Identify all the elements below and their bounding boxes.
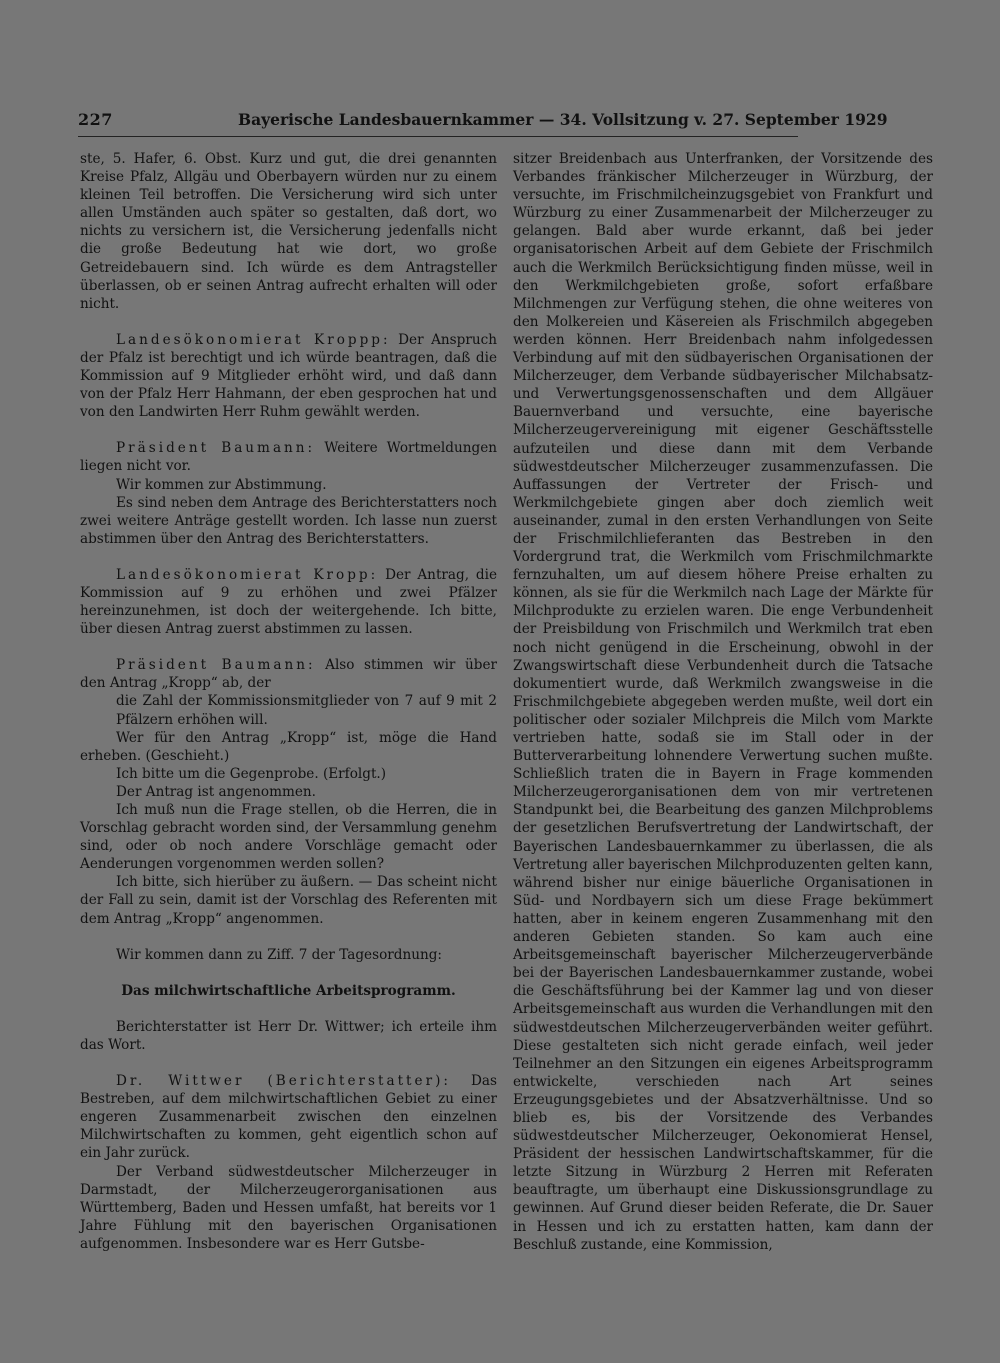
speech-paragraph (80, 1072, 497, 1162)
left-column (80, 150, 497, 1253)
running-title: Bayerische Landesbauernkammer — 34. Vollsitzung v. 27. September 1929 (238, 110, 888, 129)
speech-paragraph (80, 566, 497, 638)
speech-text: Das Bestreben, auf dem milchwirtschaftlichen Gebiet zu einer engeren Zusammenarbeit zwischen den einzelnen Milchwirtschaften zu kommen, geht eigentlich schon auf ein Jahr zurück. (80, 1073, 497, 1162)
paragraph: Ich bitte, sich hierüber zu äußern. — Das scheint nicht der Fall zu sein, damit ist der Vorschlag des Referenten mit dem Antrag „Kropp“ angenommen. (80, 874, 497, 927)
paragraph: Berichterstatter ist Herr Dr. Wittwer; ich erteile ihm das Wort. (80, 1018, 497, 1053)
speech-text: Der Anspruch der Pfalz ist berechtigt und ich würde beantragen, daß die Kommission auf 9 Mitglieder erhöht wird, und daß dann von der Pfalz Herr Hahmann, der eben gesprochen hat und von den Landwirten Herr Ruhm gewählt werden. (80, 331, 497, 421)
speech-text: Der Antrag, die Kommission auf 9 zu erhöhen und zwei Pfälzer hereinzunehmen, ist doch der weitergehende. Ich bitte, über diesen Antrag zuerst abstimmen zu lassen. (80, 566, 497, 638)
paragraph: Der Antrag ist angenommen. (116, 783, 316, 800)
paragraph: ste, 5. Hafer, 6. Obst. Kurz und gut, die drei genannten Kreise Pfalz, Allgäu und Oberbayern würden nur zu einem kleinen Teil betroffen. Die Versicherung wird sich unter allen Umständen auch später so gestalten, daß dort, wo nichts zu versichern ist, die Versicherung jedenfalls nicht die große Bedeutung hat wie dort, wo große Getreidebauern sind. Ich würde es dem Antragsteller überlassen, ob er seinen Antrag aufrecht erhalten will oder nicht. (80, 151, 497, 312)
paragraph: Es sind neben dem Antrage des Berichterstatters noch zwei weitere Anträge gestellt worden. Ich lasse nun zuerst abstimmen über den Antrag des Berichterstatters. (80, 494, 497, 547)
motion-text: die Zahl der Kommissionsmitglieder von 7 auf 9 mit 2 Pfälzern erhöhen will. (116, 693, 497, 728)
speaker-name: Dr. Wittwer (Berichterstatter): (116, 1073, 451, 1090)
speaker-name: Landesökonomierat Kroppp: (116, 331, 391, 348)
speaker-name: Präsident Baumann: (116, 440, 316, 457)
paragraph: Ich muß nun die Frage stellen, ob die Herren, die in Vorschlag gebracht worden sind, der Versammlung genehm sind, oder ob noch andere Vorschläge gemacht oder Aenderungen vorgenommen werden sollen? (80, 802, 497, 873)
paragraph: Wir kommen dann zu Ziff. 7 der Tagesordnung: (116, 946, 443, 963)
speaker-name: Präsident Baumann: (116, 657, 316, 674)
paragraph: Der Verband südwestdeutscher Milcherzeuger in Darmstadt, der Milcherzeugerorganisationen aus Württemberg, Baden und Hessen umfaßt, hat bereits vor 1 Jahre Fühlung mit den bayerischen Organisationen aufgenommen. Insbesondere war es Herr Gutsbe- (80, 1163, 497, 1252)
paragraph: Wer für den Antrag „Kropp“ ist, möge die Hand erheben. (Geschieht.) (80, 729, 497, 764)
paragraph: Ich bitte um die Gegenprobe. (Erfolgt.) (116, 765, 387, 782)
right-column (513, 150, 933, 1254)
speech-paragraph (80, 439, 497, 475)
section-heading: Das milchwirtschaftliche Arbeitsprogramm. (121, 982, 456, 999)
page-number: 227 (78, 110, 113, 129)
paragraph: Wir kommen zur Abstimmung. (116, 476, 327, 493)
speech-text: Also stimmen wir über den Antrag „Kropp“ ab, der (80, 657, 498, 692)
page-header (78, 110, 888, 137)
paragraph: sitzer Breidenbach aus Unterfranken, der Vorsitzende des Verbandes fränkischer Milcherzeuger in Würzburg, der versuchte, im Frischmilcheinzugsgebiet von Frankfurt und Würzburg zu einer Zusammenarbeit der Milcherzeuger zu gelangen. Bald aber wurde erkannt, daß bei jeder organisatorischen Arbeit auf dem Gebiete der Frischmilch auch die Werkmilch Berücksichtigung finden müsse, weil in den Werkmilchgebieten große, sofort erfaßbare Milchmengen zur Verfügung stehen, die ohne weiteres von den Molkereien und Käsereien als Frischmilch abgegeben werden können. Herr Breidenbach nahm infolgedessen Verbindung auf mit den südbayerischen Organisationen der Milcherzeuger, dem Verbande südbayerischer Milchabsatz- und Verwertungsgenossenschaften und dem Allgäuer Bauernverband und versuchte, eine bayerische Milcherzeugervereinigung mit eigener Geschäftsstelle aufzuteilen und diese dann mit dem Verbande südwestdeutscher Milcherzeuger zusammenzufassen. Die Auffassungen der Vertreter der Frisch- und Werkmilchgebiete gingen aber doch ziemlich weit auseinander, zumal in den ersten Verhandlungen von Seite der Frischmilchlieferanten das Bestreben in den Vordergrund trat, die Werkmilch vom Frischmilchmarkte fernzuhalten, um auf diesem höhere Preise erhalten zu können, als sie für die Werkmilch nach Lage der Märkte für Milchprodukte zu erzielen waren. Die enge Verbundenheit der Preisbildung von Frischmilch und Werkmilch trat eben noch nicht genügend in die Erscheinung, obwohl in der Zwangswirtschaft diese Verbundenheit durch die Tatsache dokumentiert wurde, daß Werkmilch zwangsweise in die Frischmilchgebiete abgegeben werden mußte, weil dort ein politischer oder sozialer Milchpreis die Milch vom Markte vertrieben hatte, sodaß sie im Stall oder in der Butterverarbeitung lohnendere Verwertung suchen mußte. Schließlich traten die in Bayern in Frage kommenden Milcherzeugerorganisationen dem von mir vertretenen Standpunkt bei, die Bearbeitung des ganzen Milchproblems der gesetzlichen Berufsvertretung der Landwirtschaft, der Bayerischen Landesbauernkammer zu überlassen, die als Vertretung aller bayerischen Milchproduzenten gelten kann, während bisher nur einige bäuerliche Organisationen in Süd- und Nordbayern sich um diese Frage bekümmert hatten, aber in keinem engeren Zusammenhang mit den anderen Gebieten standen. So kam auch eine Arbeitsgemeinschaft bayerischer Milcherzeugerverbände bei der Bayerischen Landesbauernkammer zustande, wobei die Geschäftsführung bei der Kammer lag und von dieser Arbeitsgemeinschaft aus wurden die Verhandlungen mit den südwestdeutschen Milcherzeugerverbänden weiter geführt. Diese gestalteten sich nicht gerade einfach, weil jeder Teilnehmer an den Sitzungen ein eigenes Arbeitsprogramm entwickelte, verschieden nach Art seines Erzeugungsgebietes und der Absatzverhältnisse. Und so blieb es, bis der Vorsitzende des Verbandes südwestdeutscher Milcherzeuger, Oekonomierat Hensel, Präsident der hessischen Landwirtschaftskammer, für die letzte Sitzung in Würzburg 2 Herren mit Referaten beauftragte, um überhaupt eine Diskussionsgrundlage zu gewinnen. Auf Grund dieser beiden Referate, die Dr. Sauer in Hessen und ich zu erstatten hatten, kam dann der Beschluß zustande, eine Kommission, (513, 151, 933, 1253)
speaker-name: Landesökonomierat Kropp: (116, 566, 379, 583)
speech-paragraph (80, 656, 497, 692)
speech-paragraph (80, 331, 497, 421)
speech-text: Weitere Wortmeldungen liegen nicht vor. (80, 440, 497, 475)
